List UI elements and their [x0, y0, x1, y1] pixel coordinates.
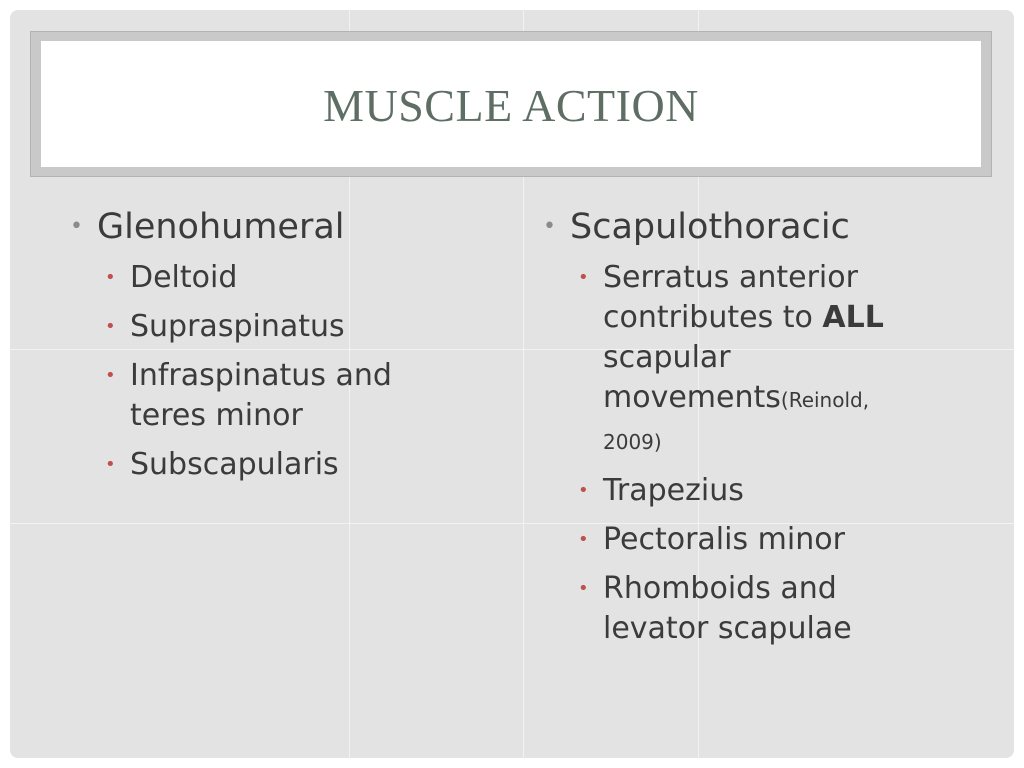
right-column-heading: Scapulothoracic [570, 207, 850, 247]
bullet-icon: • [105, 316, 116, 337]
list-item-text: Deltoid [130, 260, 238, 295]
right-sub-list [543, 258, 983, 649]
slide [10, 10, 1014, 758]
list-item-text: Infraspinatus and teres minor [130, 358, 392, 433]
list-item-text: Supraspinatus [130, 309, 345, 344]
citation: (Reinold, 2009) [603, 388, 870, 454]
level1-item [70, 206, 470, 248]
list-item [70, 258, 470, 298]
list-item-text: Rhomboids and levator scapulae [603, 571, 852, 646]
list-item [543, 258, 903, 462]
serratus-emphasis: ALL [822, 300, 884, 335]
list-item-text: Pectoralis minor [603, 522, 845, 557]
bullet-icon: • [105, 267, 116, 288]
list-item [543, 569, 903, 649]
level1-item [543, 206, 983, 248]
slide-title: MUSCLE ACTION [323, 79, 699, 131]
left-sub-list [70, 258, 470, 485]
title-box [41, 41, 981, 167]
bullet-icon: • [578, 480, 589, 501]
left-column [70, 206, 470, 494]
bullet-icon: • [578, 529, 589, 550]
bullet-icon: • [578, 578, 589, 599]
list-item [70, 307, 470, 347]
list-item-text: Trapezius [603, 473, 744, 508]
title-frame [30, 31, 992, 177]
bullet-icon: • [578, 267, 589, 288]
serratus-text-after: scapular movements [603, 340, 781, 415]
bullet-icon: • [105, 454, 116, 475]
bullet-icon: • [105, 365, 116, 386]
list-item [543, 520, 983, 560]
list-item [70, 356, 430, 436]
bullet-icon: • [70, 214, 83, 239]
list-item [543, 471, 983, 511]
list-item-text: Subscapularis [130, 447, 339, 482]
right-column [543, 206, 983, 658]
list-item [70, 445, 470, 485]
bullet-icon: • [543, 214, 556, 239]
left-column-heading: Glenohumeral [97, 207, 345, 247]
serratus-text-before: Serratus anterior contributes to [603, 260, 858, 335]
